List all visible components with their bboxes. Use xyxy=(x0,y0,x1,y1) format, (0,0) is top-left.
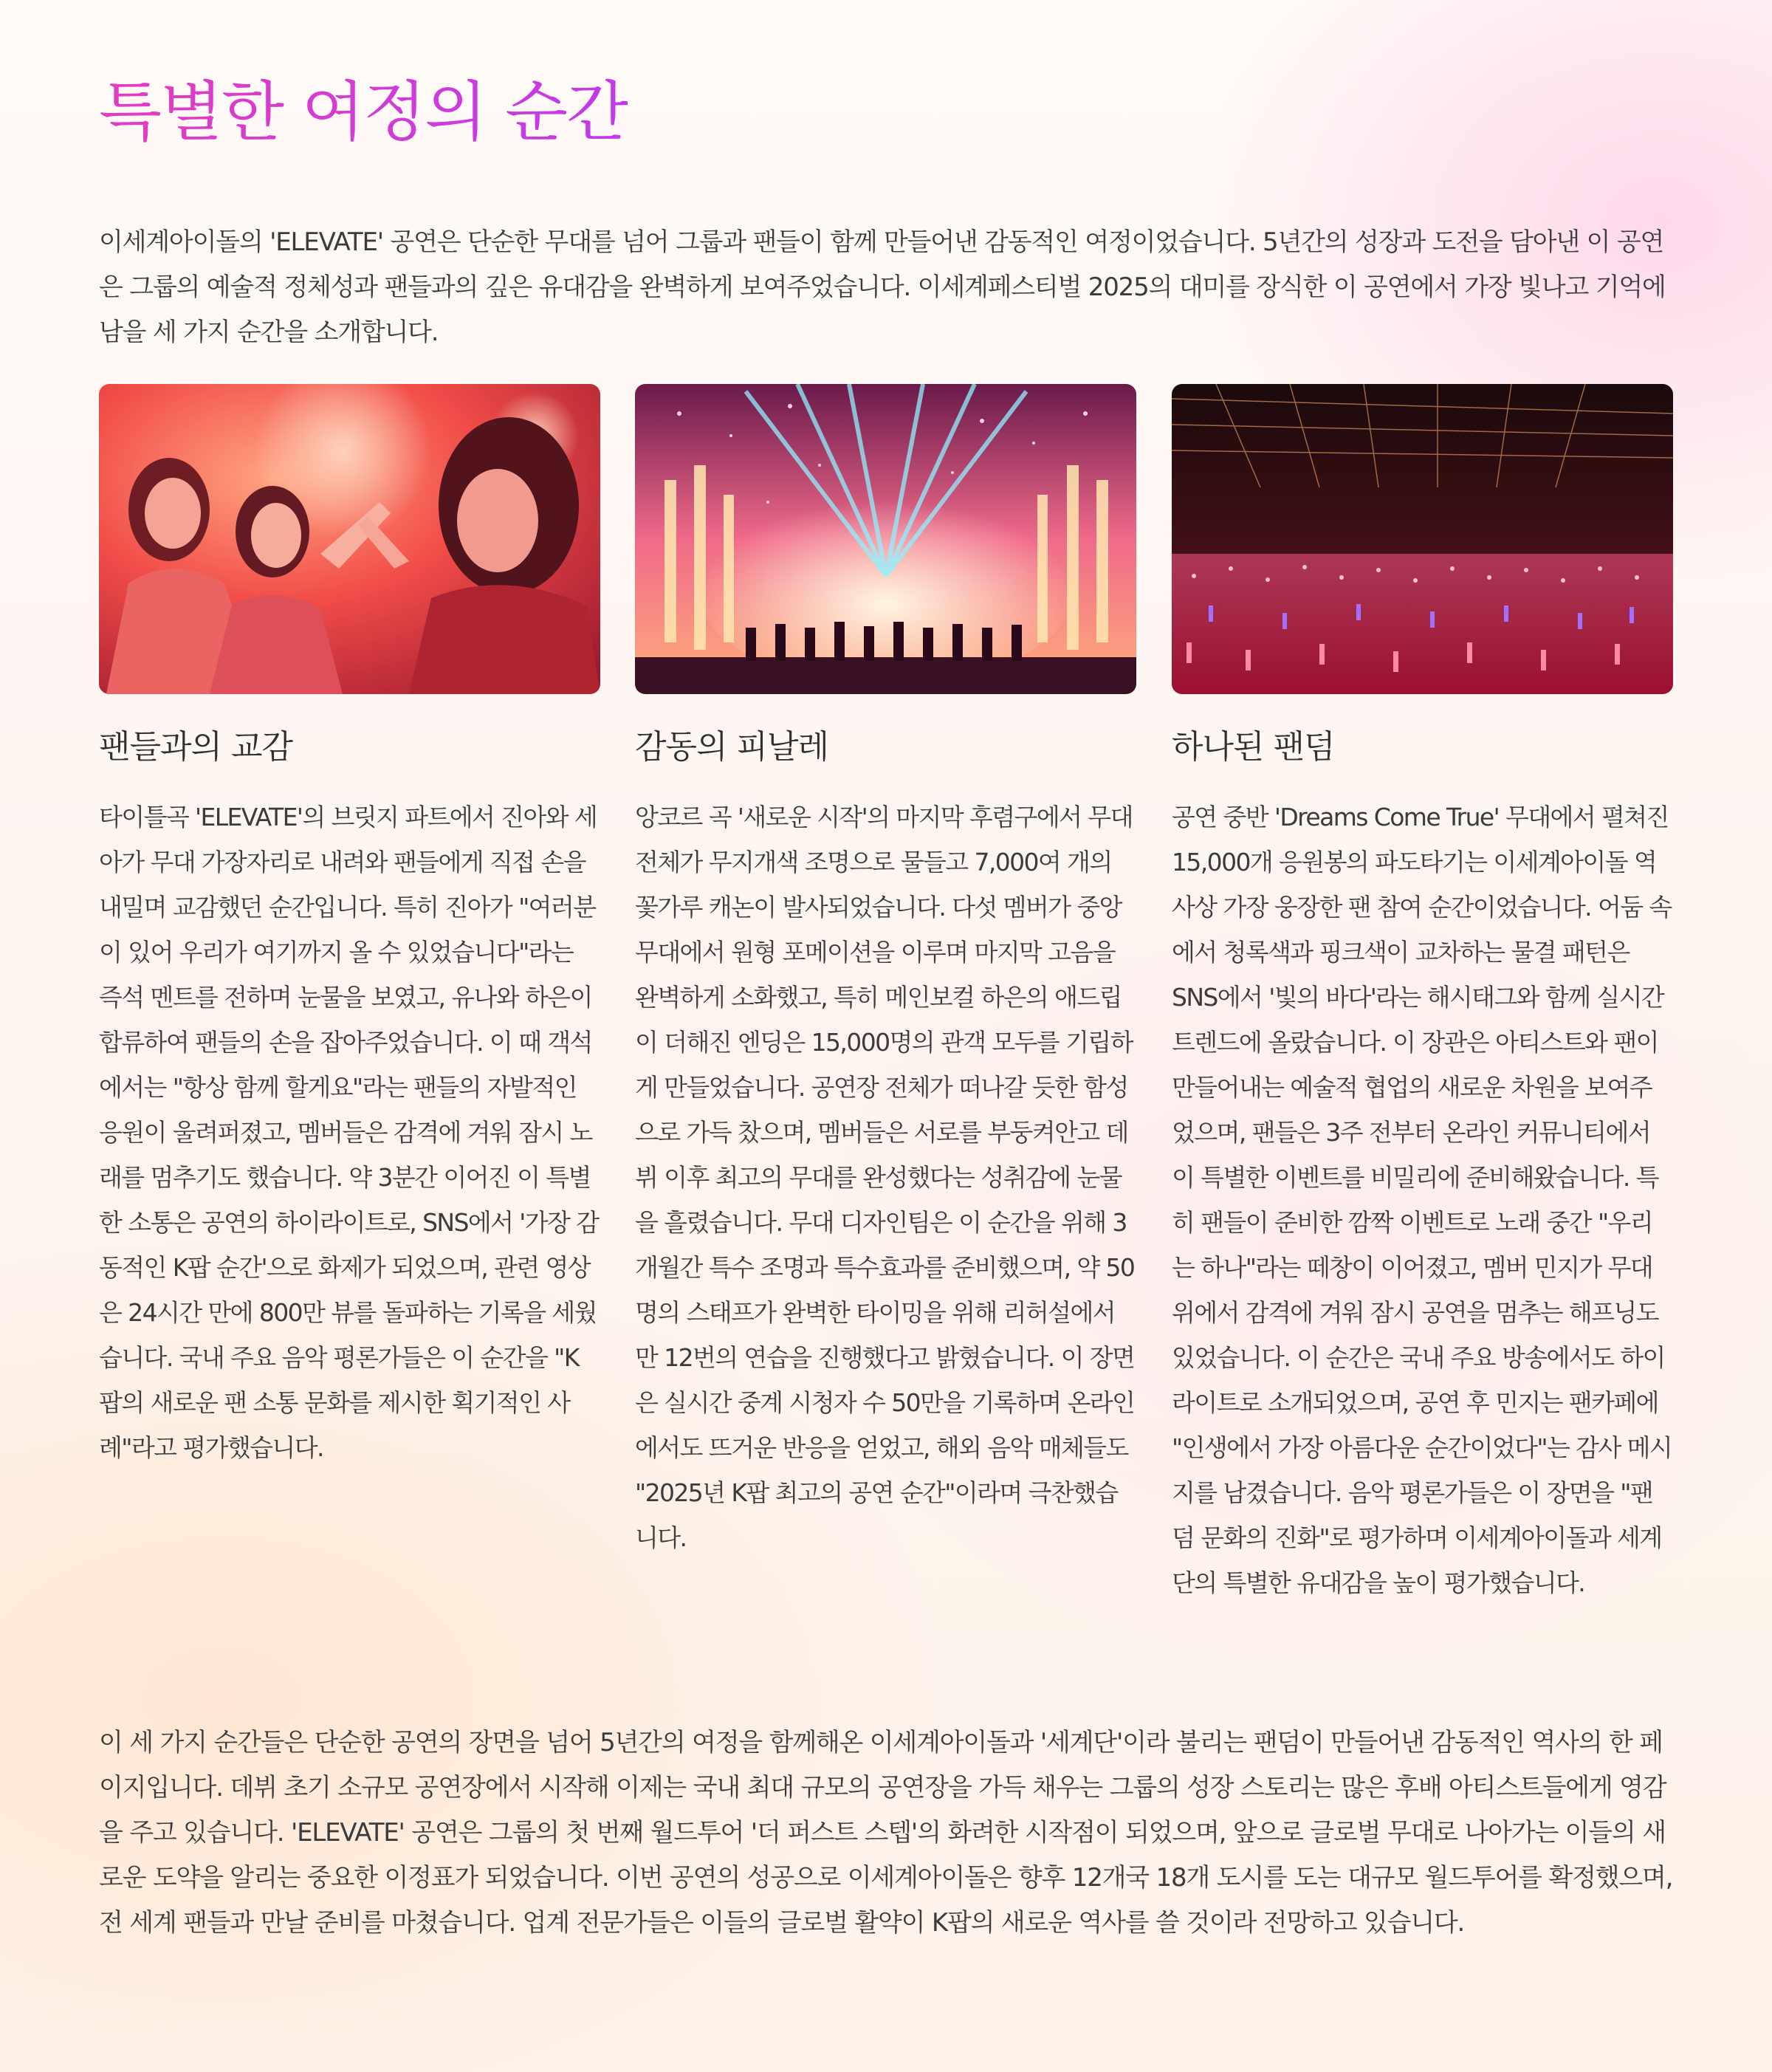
intro-paragraph: 이세계아이돌의 'ELEVATE' 공연은 단순한 무대를 넘어 그룹과 팬들이 함께 만들어낸 감동적인 여정이었습니다. 5년간의 성장과 도전을 담아낸 이 공연은 그룹의 예술적 정체성과 팬들과의 깊은 유대감을 완벽하게 보여주었습니다. 이세계페스티벌 2025의 대미를 장식한 이 공연에서 가장 빛나고 기억에 남을 세 가지 순간을 소개합니다. xyxy=(99,227,1666,347)
outro-paragraph: 이 세 가지 순간들은 단순한 공연의 장면을 넘어 5년간의 여정을 함께해온 이세계아이돌과 '세계단'이라 불리는 팬덤이 만들어낸 감동적인 역사의 한 페이지입니다. 데뷔 초기 소규모 공연장에서 시작해 이제는 국내 최대 규모의 공연장을 가득 채우는 그룹의 성장 스토리는 많은 후배 아티스트들에게 영감을 주고 있습니다. 'ELEVATE' 공연은 그룹의 첫 번째 월드투어 '더 퍼스트 스텝'의 화려한 시작점이 되었으며, 앞으로 글로벌 무대로 나아가는 이들의 새로운 도약을 알리는 중요한 이정표가 되었습니다. 이번 공연의 성공으로 이세계아이돌은 향후 12개국 18개 도시를 도는 대규모 월드투어를 확정했으며, 전 세계 팬들과 만날 준비를 마쳤습니다. 업계 전문가들은 이들의 글로벌 활약이 K팝의 새로운 역사를 쓸 것이라 전망하고 있습니다. xyxy=(99,1728,1673,1938)
moment-card-fan-interaction xyxy=(99,384,600,1470)
card-text: 공연 중반 'Dreams Come True' 무대에서 펼쳐진 15,000개 응원봉의 파도타기는 이세계아이돌 역사상 가장 웅장한 팬 참여 순간이었습니다. 어둠 속에서 청록색과 핑크색이 교차하는 물결 패턴은 SNS에서 '빛의 바다'라는 해시태그와 함께 실시간 트렌드에 올랐습니다. 이 장관은 아티스트와 팬이 만들어내는 예술적 협업의 새로운 차원을 보여주었으며, 팬들은 3주 전부터 온라인 커뮤니티에서 이 특별한 이벤트를 비밀리에 준비해왔습니다. 특히 팬들이 준비한 깜짝 이벤트로 노래 중간 "우리는 하나"라는 떼창이 이어졌고, 멤버 민지가 무대 위에서 감격에 겨워 잠시 공연을 멈추는 해프닝도 있었습니다. 이 순간은 국내 주요 방송에서도 하이라이트로 소개되었으며, 공연 후 민지는 팬카페에 "인생에서 가장 아름다운 순간이었다"는 감사 메시지를 남겼습니다. 음악 평론가들은 이 장면을 "팬덤 문화의 진화"로 평가하며 이세계아이돌과 세계단의 특별한 유대감을 높이 평가했습니다. xyxy=(1172,803,1672,1597)
moment-card-finale xyxy=(635,384,1136,1560)
card-text: 타이틀곡 'ELEVATE'의 브릿지 파트에서 진아와 세아가 무대 가장자리로 내려와 팬들에게 직접 손을 내밀며 교감했던 순간입니다. 특히 진아가 "여러분이 있어 우리가 여기까지 올 수 있었습니다"라는 즉석 멘트를 전하며 눈물을 보였고, 유나와 하은이 합류하여 팬들의 손을 잡아주었습니다. 이 때 객석에서는 "항상 함께 할게요"라는 팬들의 자발적인 응원이 울려퍼졌고, 멤버들은 감격에 겨워 잠시 노래를 멈추기도 했습니다. 약 3분간 이어진 이 특별한 소통은 공연의 하이라이트로, SNS에서 '가장 감동적인 K팝 순간'으로 화제가 되었으며, 관련 영상은 24시간 만에 800만 뷰를 돌파하는 기록을 세웠습니다. 국내 주요 음악 평론가들은 이 순간을 "K팝의 새로운 팬 소통 문화를 제시한 획기적인 사례"라고 평가했습니다. xyxy=(99,803,599,1462)
card-title: 감동의 피날레 xyxy=(635,728,829,766)
card-text: 앙코르 곡 '새로운 시작'의 마지막 후렴구에서 무대 전체가 무지개색 조명으로 물들고 7,000여 개의 꽃가루 캐논이 발사되었습니다. 다섯 멤버가 중앙 무대에서 원형 포메이션을 이루며 마지막 고음을 완벽하게 소화했고, 특히 메인보컬 하은의 애드립이 더해진 엔딩은 15,000명의 관객 모두를 기립하게 만들었습니다. 공연장 전체가 떠나갈 듯한 함성으로 가득 찼으며, 멤버들은 서로를 부둥켜안고 데뷔 이후 최고의 무대를 완성했다는 성취감에 눈물을 흘렸습니다. 무대 디자인팀은 이 순간을 위해 3개월간 특수 조명과 특수효과를 준비했으며, 약 50명의 스태프가 완벽한 타이밍을 위해 리허설에서만 12번의 연습을 진행했다고 밝혔습니다. 이 장면은 실시간 중계 시청자 수 50만을 기록하며 온라인에서도 뜨거운 반응을 얻었고, 해외 음악 매체들도 "2025년 K팝 최고의 공연 순간"이라며 극찬했습니다. xyxy=(635,803,1135,1552)
moment-card-united-fandom xyxy=(1172,384,1673,1605)
finale-stage-photo-icon xyxy=(635,384,1136,694)
fan-interaction-photo-icon xyxy=(99,384,600,694)
card-title: 하나된 팬덤 xyxy=(1172,728,1335,766)
card-title: 팬들과의 교감 xyxy=(99,728,293,766)
page-title: 특별한 여정의 순간 xyxy=(99,68,628,157)
lightstick-crowd-photo-icon xyxy=(1172,384,1673,694)
